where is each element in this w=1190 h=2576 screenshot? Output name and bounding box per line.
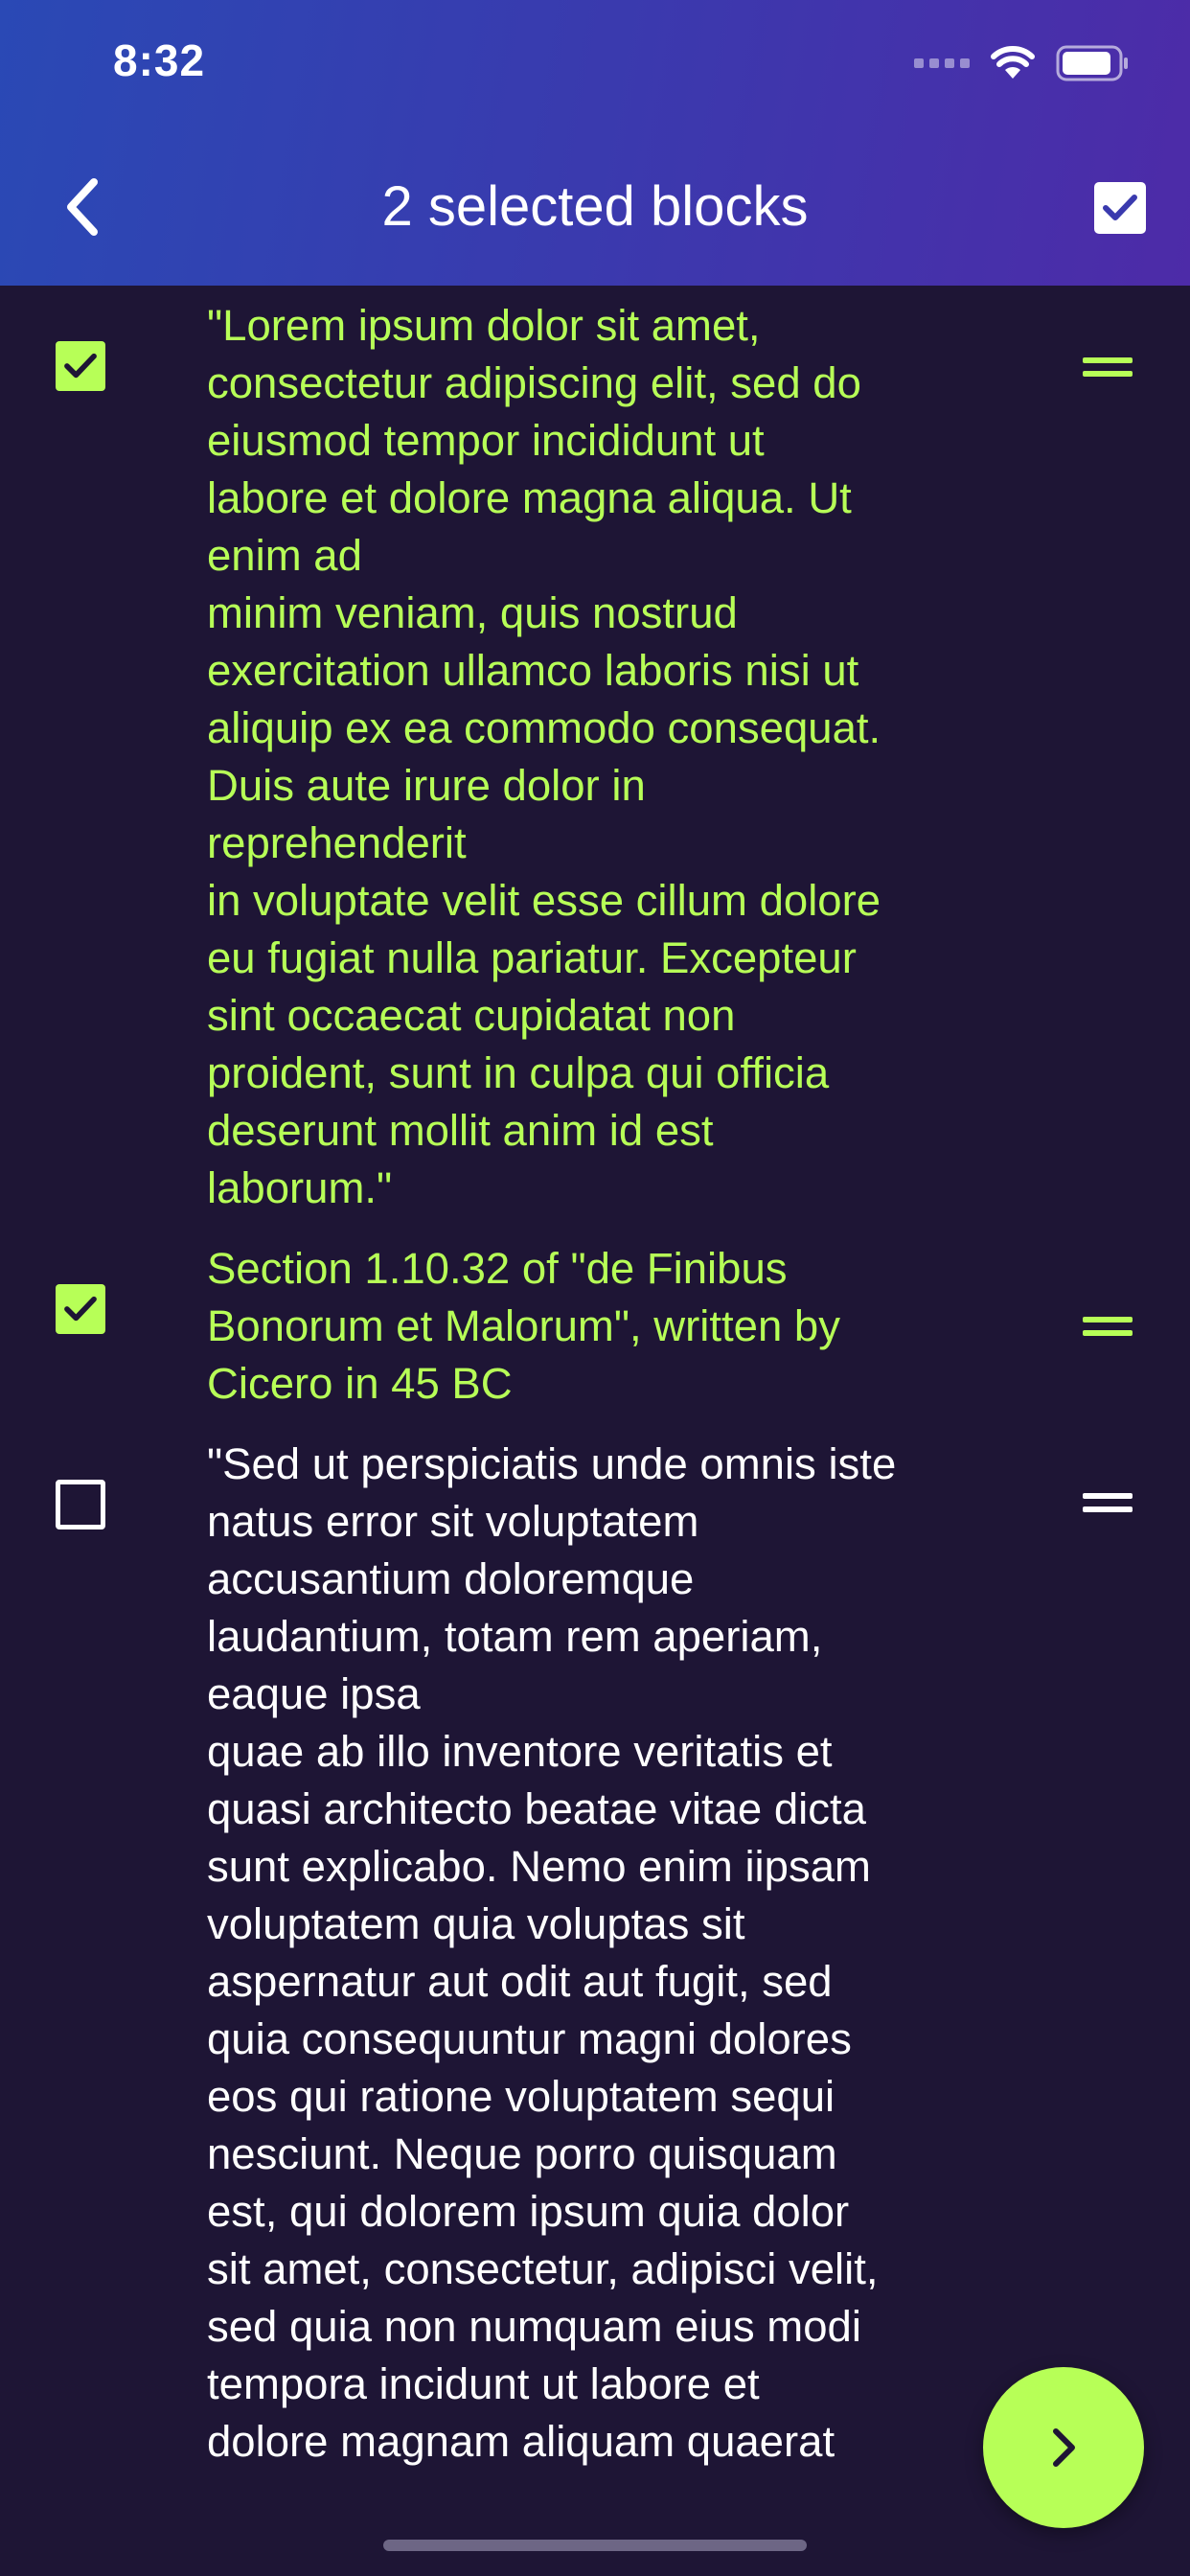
drag-handle-icon[interactable] [1083, 357, 1136, 382]
status-time: 8:32 [113, 35, 206, 85]
wifi-icon [991, 46, 1035, 80]
next-button[interactable] [983, 2367, 1144, 2528]
battery-icon [1056, 44, 1131, 82]
chevron-left-icon [63, 176, 102, 238]
block-text: Section 1.10.32 of "de Finibus Bonorum et Malorum", written by Cicero in 45 BC [207, 1244, 840, 1408]
drag-handle-icon[interactable] [1083, 1493, 1136, 1518]
header-bar [0, 0, 1190, 286]
status-icons [914, 42, 1131, 84]
block-checkbox[interactable] [56, 1480, 105, 1530]
block-text: "Lorem ipsum dolor sit amet, consectetur adipiscing elit, sed do eiusmod tempor incididunt ut labore et dolore magna aliqua. Ut enim ad minim veniam, quis nostrud exercitation ullamco laboris nisi ut aliquip ex ea commodo consequat. Duis aute irure dolor in reprehenderit in voluptate velit esse cillum dolore eu fugiat nulla pariatur. Excepteur sint occaecat cupidatat non proident, sunt in culpa qui officia deserunt mollit anim id est laborum." [207, 301, 881, 1212]
drag-handle-icon[interactable] [1083, 1317, 1136, 1342]
select-all-checkbox[interactable] [1094, 182, 1146, 234]
checkmark-icon [62, 1295, 99, 1323]
checkmark-icon [62, 352, 99, 380]
page-title: 2 selected blocks [381, 175, 809, 238]
chevron-right-icon [1049, 2426, 1078, 2469]
block-checkbox[interactable] [56, 341, 105, 391]
checkmark-icon [1101, 193, 1139, 223]
cellular-signal-icon [914, 58, 970, 68]
home-indicator[interactable] [383, 2540, 807, 2551]
back-button[interactable] [54, 169, 111, 245]
block-text: "Sed ut perspiciatis unde omnis iste natus error sit voluptatem accusantium doloremque laudantium, totam rem aperiam, eaque ipsa quae ab illo inventore veritatis et quasi architecto beatae vitae dicta sunt explicabo. Nemo enim iipsam voluptatem quia voluptas sit aspernatur aut odit aut fugit, sed quia consequuntur magni dolores eos qui ratione voluptatem sequi nesciunt. Neque porro quisquam est, qui dolorem ipsum quia dolor sit amet, consectetur, adipisci velit, sed quia non numquam eius modi tempora incidunt ut labore et dolore magnam aliquam quaerat [207, 1439, 897, 2466]
block-checkbox[interactable] [56, 1284, 105, 1334]
